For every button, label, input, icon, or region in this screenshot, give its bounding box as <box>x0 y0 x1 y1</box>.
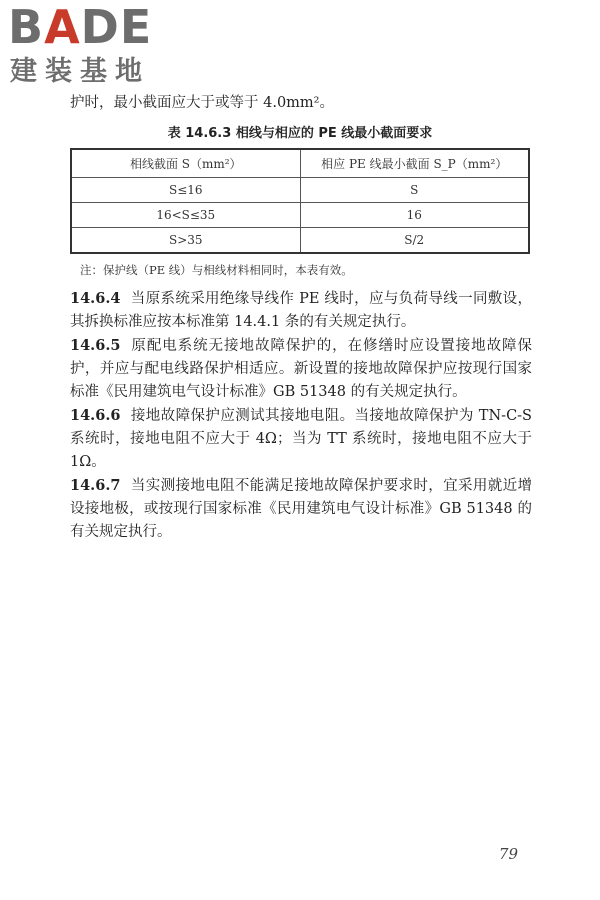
table-note: 注：保护线（PE 线）与相线材料相同时，本表有效。 <box>80 263 353 277</box>
clause-list <box>70 287 532 544</box>
table-row <box>71 178 529 203</box>
continued-text: 护时，最小截面应大于或等于 4.0mm²。 <box>70 95 334 111</box>
clause-14-6-5 <box>70 334 532 404</box>
table-cell: S>35 <box>71 228 300 254</box>
pe-section-table <box>70 148 530 254</box>
table-cell: 16 <box>300 203 529 228</box>
logo-wordmark <box>8 2 152 52</box>
table-title: 表 14.6.3 相线与相应的 PE 线最小截面要求 <box>167 126 433 141</box>
clause-14-6-6 <box>70 404 532 474</box>
logo-subtitle: 建装基地 <box>10 56 150 87</box>
clause-number: 14.6.6 <box>70 407 121 424</box>
clause-text: 原配电系统无接地故障保护的，在修缮时应设置接地故障保护，并应与配电线路保护相适应。新设置的接地故障保护应按现行国家标准《民用建筑电气设计标准》GB 51348 的有关规定执行。 <box>70 338 532 400</box>
clause-text: 接地故障保护应测试其接地电阻。当接地故障保护为 TN-C-S 系统时，接地电阻不应大于 4Ω；当为 TT 系统时，接地电阻不应大于 1Ω。 <box>70 408 532 470</box>
table-header-cell: 相应 PE 线最小截面 S_P（mm²） <box>300 149 529 178</box>
logo-letter-b: B <box>8 0 45 54</box>
logo-letter-a-accent: A <box>44 0 81 54</box>
table-row <box>71 203 529 228</box>
logo-letters-de: DE <box>80 0 153 54</box>
clause-number: 14.6.5 <box>70 337 121 354</box>
clause-number: 14.6.4 <box>70 290 121 307</box>
clause-text: 当原系统采用绝缘导线作 PE 线时，应与负荷导线一同敷设，其拆换标准应按本标准第 14.4.1 条的有关规定执行。 <box>70 291 532 330</box>
table-cell: 16<S≤35 <box>71 203 300 228</box>
table-cell: S <box>300 178 529 203</box>
clause-number: 14.6.7 <box>70 477 121 494</box>
table-header-cell: 相线截面 S（mm²） <box>71 149 300 178</box>
clause-14-6-7 <box>70 474 532 544</box>
brand-logo <box>8 2 178 92</box>
clause-text: 当实测接地电阻不能满足接地故障保护要求时，宜采用就近增设接地极，或按现行国家标准《民用建筑电气设计标准》GB 51348 的有关规定执行。 <box>70 478 532 540</box>
clause-14-6-4 <box>70 287 532 334</box>
table-cell: S≤16 <box>71 178 300 203</box>
table-cell: S/2 <box>300 228 529 254</box>
page-number: 79 <box>498 845 518 863</box>
table-row <box>71 228 529 254</box>
table-header-row <box>71 149 529 178</box>
